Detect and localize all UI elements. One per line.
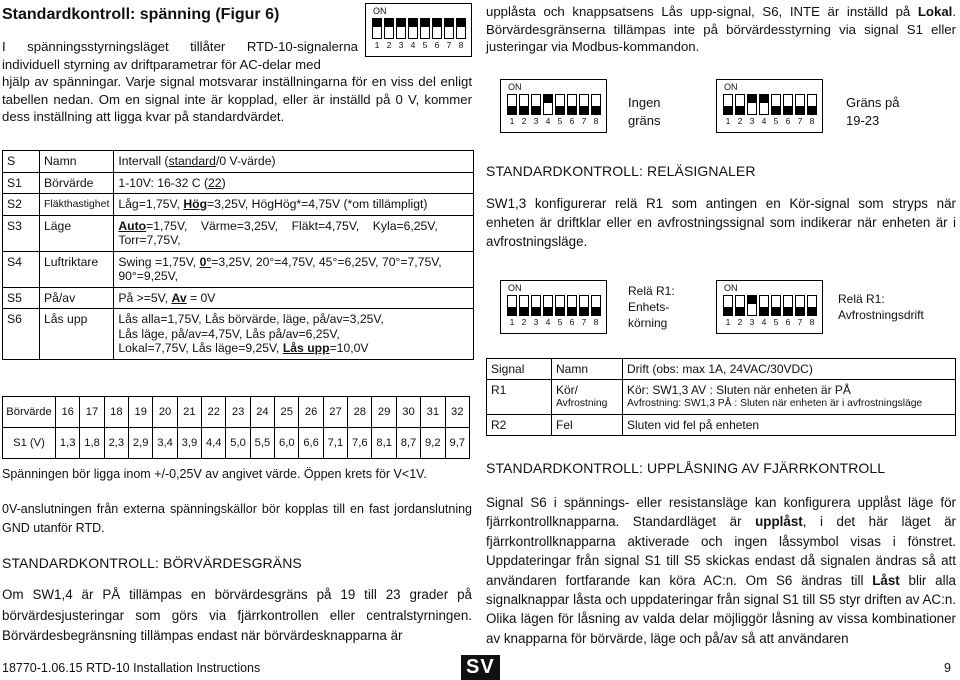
dip-knob — [373, 19, 381, 27]
table-cell: 7,1 — [323, 428, 347, 459]
table-cell: S2 — [3, 194, 40, 216]
dip-knob — [592, 106, 600, 114]
dip-on-label: ON — [724, 283, 738, 293]
dip-number: 5 — [557, 116, 563, 126]
table-cell: 1-10V: 16-32 C (22) — [114, 172, 474, 194]
table-header-row — [3, 151, 474, 173]
table-header-cell: Drift (obs: max 1A, 24VAC/30VDC) — [623, 359, 956, 380]
dip-switch-4 — [759, 94, 769, 115]
dip-number: 1 — [725, 116, 731, 126]
dip-number: 1 — [509, 317, 515, 327]
label-line: Avfrostningsdrift — [838, 308, 924, 322]
table-cell: 21 — [177, 397, 201, 428]
dip-switch-5 — [771, 295, 781, 316]
dip-switch-3 — [747, 94, 757, 115]
dip-switch-5 — [555, 295, 565, 316]
dip-knob — [736, 307, 744, 315]
dip-knob — [556, 307, 564, 315]
table-cell: 1,8 — [80, 428, 104, 459]
table-cell: R1 — [487, 380, 552, 415]
table-cell: 5,0 — [226, 428, 250, 459]
dip-switch-7 — [579, 295, 589, 316]
dip-knob — [724, 106, 732, 114]
table-cell: 30 — [396, 397, 420, 428]
table-cell: 25 — [275, 397, 299, 428]
table-cell: S1 (V) — [3, 428, 56, 459]
table-cell: Sluten vid fel på enheten — [623, 415, 956, 436]
page-number: 9 — [944, 661, 951, 675]
table-cell: R2 — [487, 415, 552, 436]
table-row — [3, 309, 474, 360]
table-cell: S3 — [3, 215, 40, 251]
dip-switch-5 — [555, 94, 565, 115]
dip-switch-1 — [372, 18, 382, 39]
dip-number: 5 — [422, 40, 428, 50]
dip-number: 8 — [809, 116, 815, 126]
language-badge: SV — [461, 655, 500, 680]
dip-switch-1 — [507, 295, 517, 316]
dip-knob — [568, 307, 576, 315]
heading-setpoint-limit: STANDARDKONTROLL: BÖRVÄRDESGRÄNS — [2, 555, 302, 571]
table-cell: 9,7 — [445, 428, 470, 459]
dip-number: 2 — [737, 116, 743, 126]
intro-paragraph: I spänningsstyrningsläget tillåter RTD-10-signalerna individuell styrning av driftparametrar för AC-delar med hjälp av spänningar. Varje signal motsvarar inställningarna för en viss del enligt tabellen nedan. Om en signal inte är kopplad, eller är inställd på 0 V, kommer dess inställning att ligga kvar på standardvärdet. — [2, 39, 472, 124]
dip-number: 7 — [446, 40, 452, 50]
dip-switch-2 — [519, 94, 529, 115]
table-cell: 8,1 — [372, 428, 396, 459]
dip-switch-6 — [567, 94, 577, 115]
table-cell: 28 — [348, 397, 372, 428]
dip-knob — [520, 307, 528, 315]
table-cell: 2,9 — [129, 428, 153, 459]
dip-knob — [748, 95, 756, 103]
dip-switch-2 — [519, 295, 529, 316]
table-cell: 32 — [445, 397, 470, 428]
dip-knob — [808, 307, 816, 315]
dip-switch-8 — [456, 18, 466, 39]
table-cell: Lås upp — [40, 309, 114, 360]
label-line: gräns — [628, 113, 661, 128]
dip-switch-7 — [579, 94, 589, 115]
table-cell: 24 — [250, 397, 274, 428]
label-line: Enhets- — [628, 300, 670, 314]
dip-switch-2 — [735, 295, 745, 316]
table-cell — [552, 380, 623, 415]
dip-knob — [784, 106, 792, 114]
dip-switch-6 — [567, 295, 577, 316]
table-cell: 3,4 — [153, 428, 177, 459]
dip-knob — [532, 307, 540, 315]
table-cell: 6,6 — [299, 428, 323, 459]
table-cell: Fel — [552, 415, 623, 436]
dip-switch-limit-19-23 — [716, 79, 823, 133]
dip-knob — [385, 19, 393, 27]
dip-switch-8 — [591, 295, 601, 316]
dip-number: 3 — [749, 116, 755, 126]
cell-line: Avfrostning: SW1,3 PÅ : Sluten när enheten är i avfrostningsläge — [627, 398, 923, 409]
table-row — [3, 215, 474, 251]
dip-knob — [397, 19, 405, 27]
dip-label-no-limit — [628, 94, 661, 130]
dip-switch-7 — [795, 94, 805, 115]
table-cell: Lås alla=1,75V, Lås börvärde, läge, på/av=3,25V, Lås läge, på/av=4,75V, Lås på/av=6,25V, Lokal=7,75V, Lås läge=9,25V, Lås upp=10,0V — [114, 309, 474, 360]
dip-switch-3 — [747, 295, 757, 316]
cell-line: Kör: SW1,3 AV : Sluten när enheten är PÅ — [627, 383, 851, 397]
para-unlock: Signal S6 i spännings- eller resistansläge kan konfigurera upplåst läge för fjärrkontrollknapparna. Standardläget är upplåst, i det här läget är fjärrkontrollknapparna aktiverade och ingen låssymbol visas i fönstret. Uppdateringar från signal S1 till S5 skickas endast då signalen ändras så att användaren fortfarande kan köra AC:n. Om S6 ändras till Låst blir alla signalknappar låsta och uppdateringar från signal S1 till S5 styr driften av AC:n. Olika lägen för låsning av valda delar möjliggör låsning av vissa kombinationer av knapparna för börvärde, läge och på/av så att användaren — [486, 495, 957, 646]
dip-number: 1 — [509, 116, 515, 126]
dip-switch-6 — [432, 18, 442, 39]
table-cell: På >=5V, Av = 0V — [114, 287, 474, 309]
table-cell: 17 — [80, 397, 104, 428]
dip-label-relay-defrost — [838, 291, 924, 323]
table-cell: 19 — [129, 397, 153, 428]
para-relay: SW1,3 konfigurerar relä R1 som antingen en Kör-signal som stryps när enheten är driftklar eller en avfrostningssignal som indikerar när enheten är i avfrostningsläge. — [486, 196, 956, 249]
dip-switch-2 — [384, 18, 394, 39]
dip-knob — [808, 106, 816, 114]
dip-knob — [520, 106, 528, 114]
table-row — [3, 428, 470, 459]
dip-switch-1 — [723, 94, 733, 115]
table-cell: 18 — [104, 397, 128, 428]
dip-label-relay-run — [628, 283, 675, 331]
note-ground: 0V-anslutningen från externa spänningskällor bör kopplas till en fast jordanslutning GND utanför RTD. — [2, 502, 472, 535]
dip-number: 2 — [521, 317, 527, 327]
dip-switch-1 — [723, 295, 733, 316]
dip-switch-7 — [444, 18, 454, 39]
dip-switch-8 — [591, 94, 601, 115]
table-cell: 4,4 — [202, 428, 226, 459]
dip-number: 5 — [773, 317, 779, 327]
dip-knob — [724, 307, 732, 315]
para-top-right: upplåsta och knappsatsens Lås upp-signal, S6, INTE är inställd på Lokal. Börvärdesgränserna tillämpas inte på börvärdesstyrning via signal S1 eller justeringar via Modbus-kommandon. — [486, 4, 956, 54]
table-cell: 23 — [226, 397, 250, 428]
dip-knob — [556, 106, 564, 114]
table-cell: Auto=1,75V, Värme=3,25V, Fläkt=4,75V, Kyla=6,25V, Torr=7,75V, — [114, 215, 474, 251]
table-cell: 8,7 — [396, 428, 420, 459]
signal-range-table — [2, 150, 474, 360]
dip-switch-2 — [735, 94, 745, 115]
dip-on-label: ON — [373, 6, 387, 16]
heading-relay: STANDARDKONTROLL: RELÄSIGNALER — [486, 163, 756, 179]
label-line: körning — [628, 316, 668, 330]
dip-number: 2 — [521, 116, 527, 126]
table-header-cell: Namn — [552, 359, 623, 380]
dip-knob — [796, 307, 804, 315]
table-header-cell: Intervall (standard/0 V-värde) — [114, 151, 474, 173]
label-line: Gräns på — [846, 95, 900, 110]
label-line: Relä R1: — [628, 284, 675, 298]
table-cell: Fläkthastighet — [40, 194, 114, 216]
dip-knob — [445, 19, 453, 27]
dip-switch-8 — [807, 295, 817, 316]
table-row — [3, 172, 474, 194]
cell-line: Kör/ — [556, 383, 579, 397]
dip-knob — [760, 95, 768, 103]
para-setpoint-limit: Om SW1,4 är PÅ tillämpas en börvärdesgräns på 19 till 23 grader på börvärdesjusteringar som görs via fjärrkontrollen eller centralstyrningen. Börvärdesbegränsning tillämpas endast när börvärdesknapparna är — [2, 587, 472, 643]
table-cell: 3,9 — [177, 428, 201, 459]
table-header-cell: Namn — [40, 151, 114, 173]
dip-switch-5 — [420, 18, 430, 39]
dip-number: 3 — [533, 317, 539, 327]
dip-number: 1 — [725, 317, 731, 327]
table-cell: Låg=1,75V, Hög=3,25V, HögHög*=4,75V (*om tillämpligt) — [114, 194, 474, 216]
table-cell: 29 — [372, 397, 396, 428]
dip-number: 3 — [398, 40, 404, 50]
cell-line: Avfrostning — [556, 398, 608, 409]
dip-knob — [772, 106, 780, 114]
dip-number: 4 — [545, 317, 551, 327]
table-cell: Börvärde — [3, 397, 56, 428]
dip-number: 7 — [797, 116, 803, 126]
dip-number: 6 — [785, 116, 791, 126]
label-line: 19-23 — [846, 113, 880, 128]
dip-number: 8 — [809, 317, 815, 327]
table-cell: 7,6 — [348, 428, 372, 459]
dip-switch-4 — [759, 295, 769, 316]
note-tolerance: Spänningen bör ligga inom +/-0,25V av angivet värde. Öppen krets för V<1V. — [2, 467, 427, 481]
dip-number: 4 — [410, 40, 416, 50]
dip-switch-3 — [531, 295, 541, 316]
dip-number: 7 — [581, 116, 587, 126]
table-cell: S4 — [3, 251, 40, 287]
dip-number: 7 — [797, 317, 803, 327]
dip-number: 4 — [761, 317, 767, 327]
table-row — [3, 194, 474, 216]
table-row — [487, 415, 956, 436]
table-cell: 5,5 — [250, 428, 274, 459]
dip-number: 3 — [533, 116, 539, 126]
setpoint-voltage-table — [2, 396, 470, 459]
dip-knob — [433, 19, 441, 27]
table-cell: S5 — [3, 287, 40, 309]
table-header-cell: S — [3, 151, 40, 173]
dip-switch-relay-run — [500, 280, 607, 334]
dip-on-label: ON — [724, 82, 738, 92]
table-cell: 9,2 — [421, 428, 445, 459]
dip-number: 2 — [737, 317, 743, 327]
table-cell: 26 — [299, 397, 323, 428]
table-row — [3, 251, 474, 287]
dip-on-label: ON — [508, 283, 522, 293]
dip-knob — [421, 19, 429, 27]
table-row — [487, 380, 956, 415]
table-cell: Börvärde — [40, 172, 114, 194]
dip-switch-4 — [408, 18, 418, 39]
dip-knob — [532, 106, 540, 114]
table-cell — [623, 380, 956, 415]
dip-number: 6 — [569, 116, 575, 126]
label-line: Ingen — [628, 95, 661, 110]
dip-number: 6 — [785, 317, 791, 327]
dip-knob — [748, 296, 756, 304]
dip-switch-3 — [531, 94, 541, 115]
dip-switch-6 — [783, 295, 793, 316]
dip-switch-4 — [543, 295, 553, 316]
table-cell: Luftriktare — [40, 251, 114, 287]
dip-number: 4 — [761, 116, 767, 126]
table-header-cell: Signal — [487, 359, 552, 380]
dip-switch-7 — [795, 295, 805, 316]
table-cell: 31 — [421, 397, 445, 428]
dip-number: 8 — [593, 317, 599, 327]
dip-switch-1 — [507, 94, 517, 115]
dip-knob — [772, 307, 780, 315]
dip-switch-no-limit — [500, 79, 607, 133]
dip-knob — [736, 106, 744, 114]
dip-knob — [760, 307, 768, 315]
table-cell: 27 — [323, 397, 347, 428]
table-row — [3, 287, 474, 309]
dip-number: 5 — [773, 116, 779, 126]
dip-knob — [580, 106, 588, 114]
table-row — [3, 397, 470, 428]
table-cell: 1,3 — [56, 428, 80, 459]
dip-knob — [544, 95, 552, 103]
dip-switch-3 — [396, 18, 406, 39]
dip-number: 5 — [557, 317, 563, 327]
dip-number: 4 — [545, 116, 551, 126]
dip-knob — [784, 307, 792, 315]
table-cell: Swing =1,75V, 0°=3,25V, 20°=4,75V, 45°=6,25V, 70°=7,75V, 90°=9,25V, — [114, 251, 474, 287]
dip-number: 1 — [374, 40, 380, 50]
dip-number: 3 — [749, 317, 755, 327]
table-cell: S1 — [3, 172, 40, 194]
dip-number: 2 — [386, 40, 392, 50]
dip-knob — [568, 106, 576, 114]
heading-unlock: STANDARDKONTROLL: UPPLÅSNING AV FJÄRRKONTROLL — [486, 460, 886, 476]
table-cell: 22 — [202, 397, 226, 428]
dip-knob — [592, 307, 600, 315]
table-header-row — [487, 359, 956, 380]
dip-number: 8 — [458, 40, 464, 50]
dip-number: 6 — [434, 40, 440, 50]
footer-doc-id: 18770-1.06.15 RTD-10 Installation Instructions — [2, 661, 261, 675]
dip-switch-6 — [783, 94, 793, 115]
dip-knob — [508, 307, 516, 315]
dip-number: 7 — [581, 317, 587, 327]
table-cell: 16 — [56, 397, 80, 428]
dip-number: 8 — [593, 116, 599, 126]
table-cell: 20 — [153, 397, 177, 428]
relay-signal-table — [486, 358, 956, 436]
dip-label-limit — [846, 94, 899, 130]
dip-switch-5 — [771, 94, 781, 115]
table-cell: 6,0 — [275, 428, 299, 459]
table-cell: 2,3 — [104, 428, 128, 459]
dip-switch-8 — [807, 94, 817, 115]
dip-knob — [544, 307, 552, 315]
table-cell: Läge — [40, 215, 114, 251]
label-line: Relä R1: — [838, 292, 885, 306]
dip-knob — [580, 307, 588, 315]
page-title: Standardkontroll: spänning (Figur 6) — [2, 6, 280, 23]
dip-number: 6 — [569, 317, 575, 327]
dip-knob — [457, 19, 465, 27]
dip-on-label: ON — [508, 82, 522, 92]
dip-switch-relay-defrost — [716, 280, 823, 334]
dip-knob — [409, 19, 417, 27]
dip-knob — [508, 106, 516, 114]
table-cell: S6 — [3, 309, 40, 360]
table-cell: På/av — [40, 287, 114, 309]
dip-knob — [796, 106, 804, 114]
dip-switch-4 — [543, 94, 553, 115]
